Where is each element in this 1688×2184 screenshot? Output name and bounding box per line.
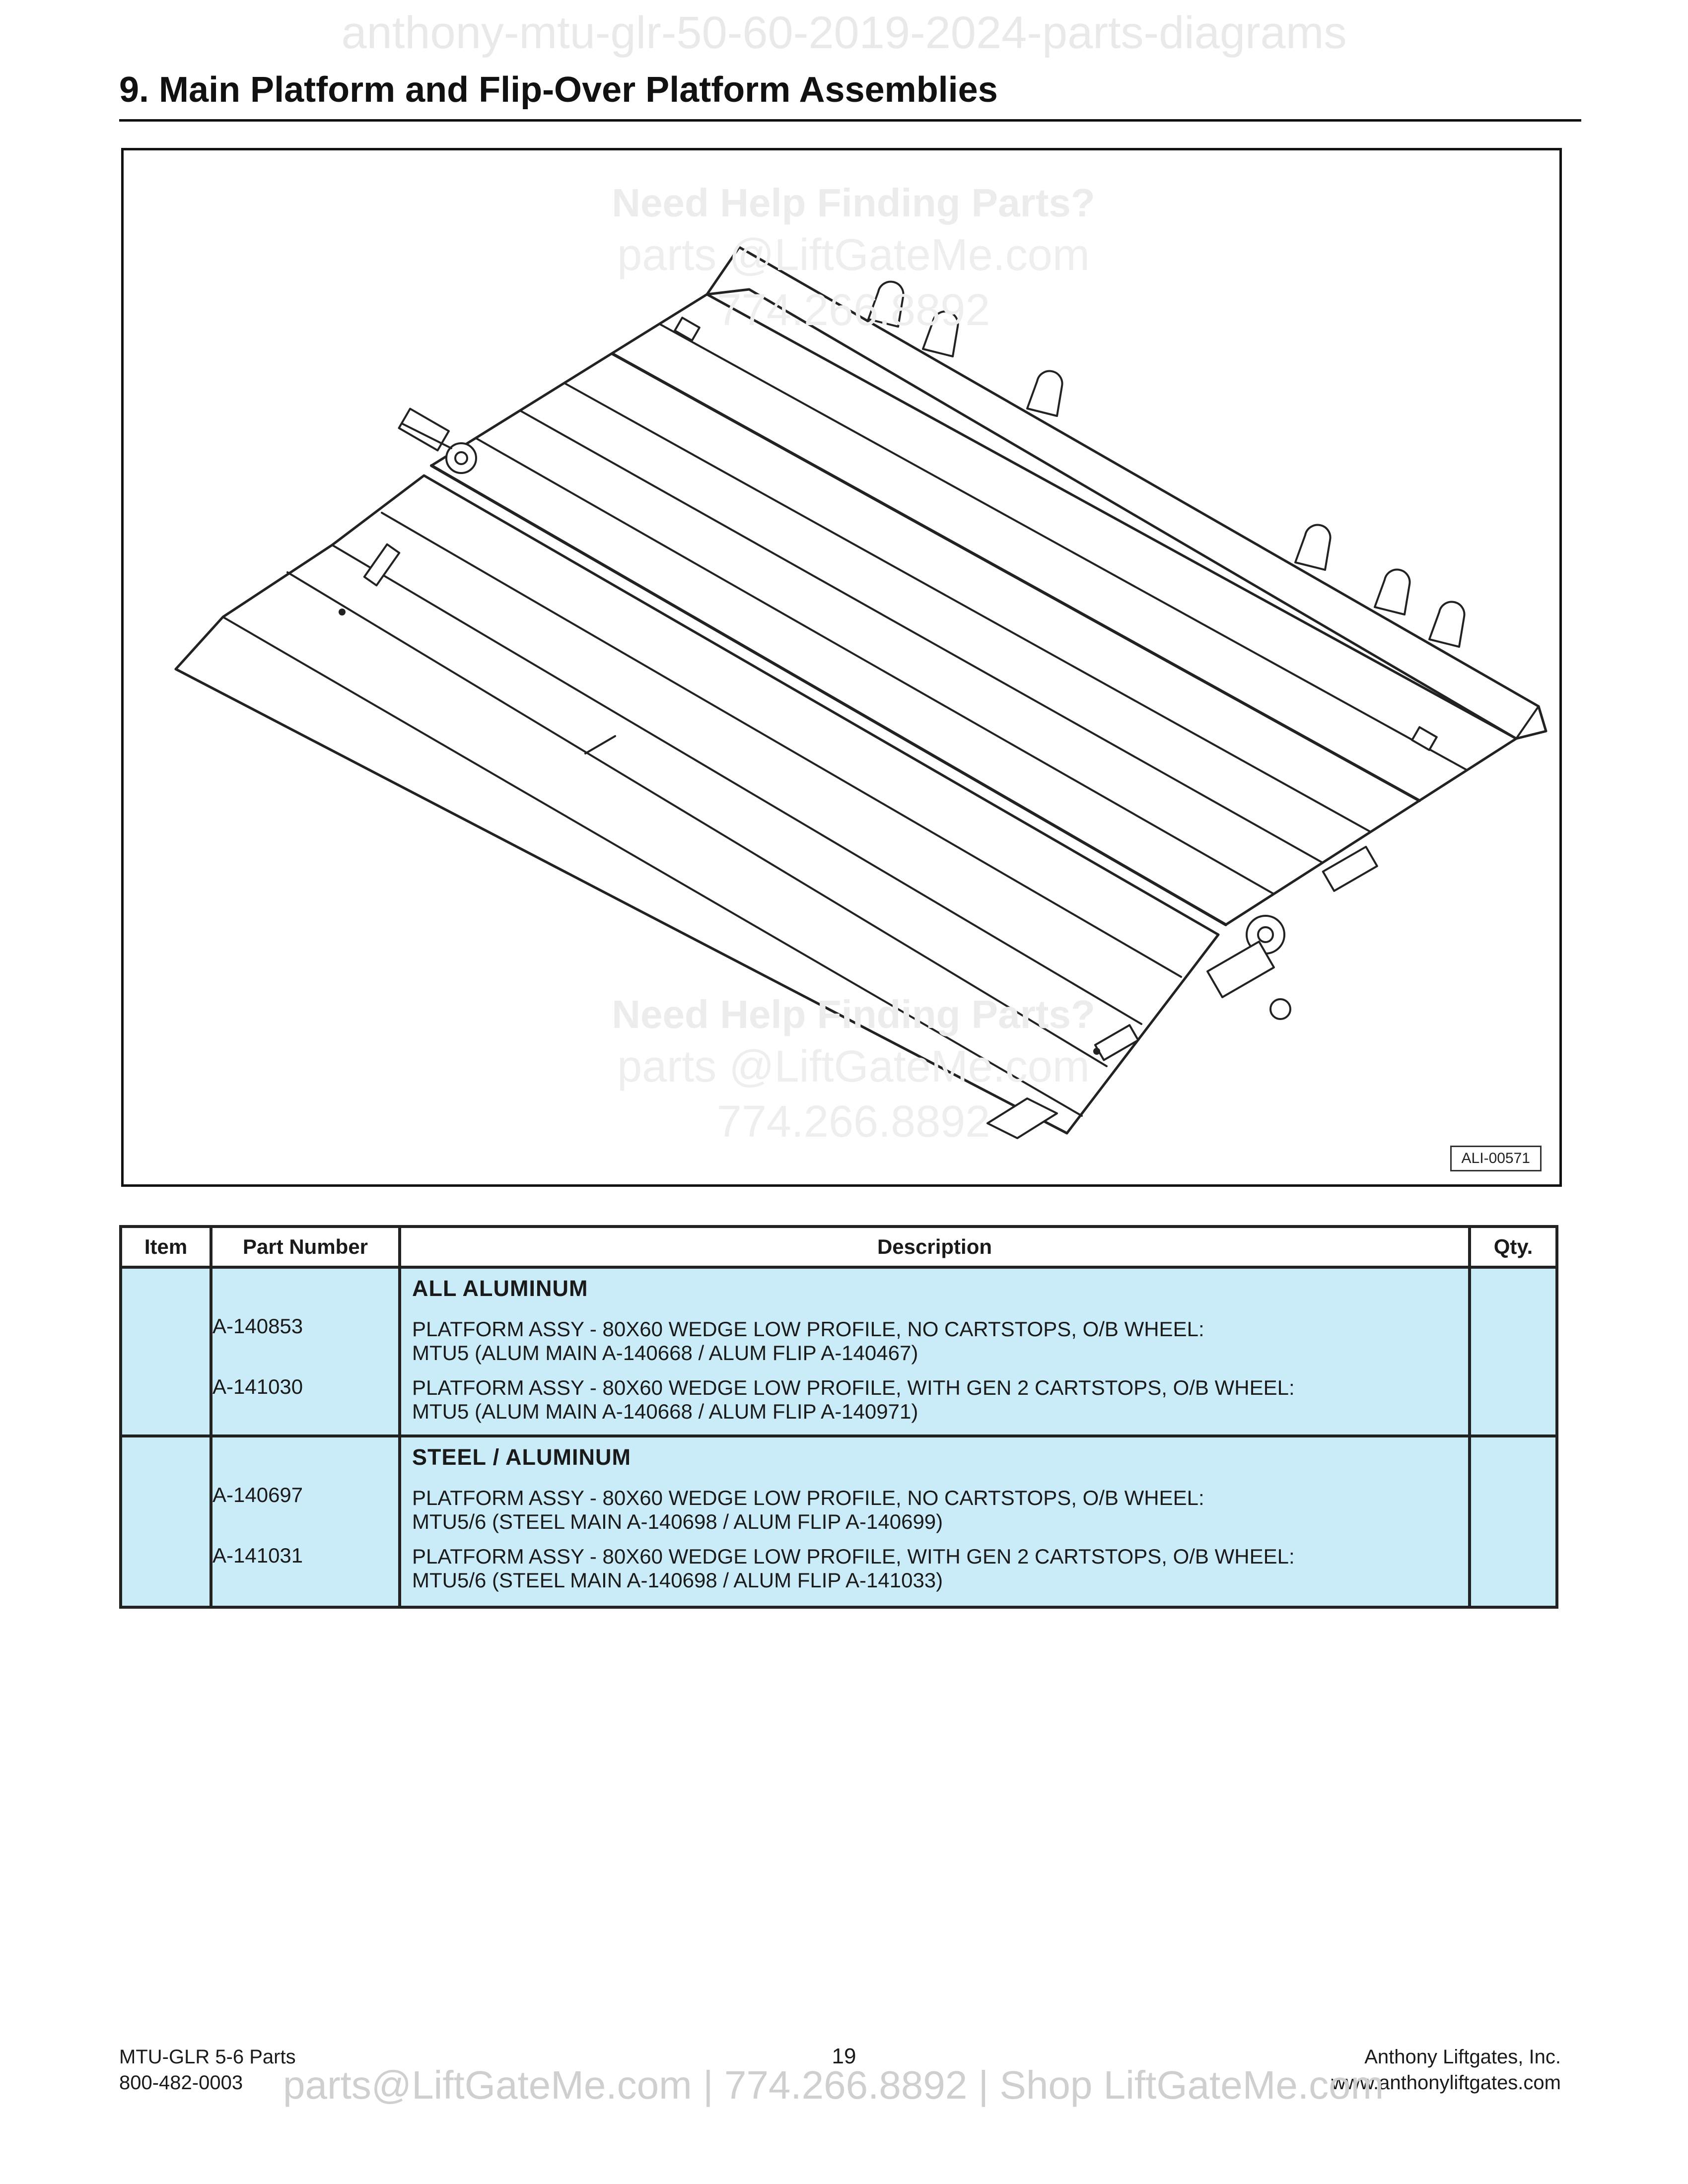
figure-id: ALI-00571 bbox=[1450, 1146, 1542, 1171]
footer-watermark: parts@LiftGateMe.com | 774.266.8892 | Shop LiftGateMe.com bbox=[283, 2063, 1384, 2107]
description-line: MTU5 (ALUM MAIN A-140668 / ALUM FLIP A-140467) bbox=[412, 1341, 918, 1365]
page-number: 19 bbox=[832, 2044, 856, 2068]
footer-left bbox=[119, 2044, 296, 2096]
qty-cell bbox=[1470, 1436, 1557, 1607]
group-heading: ALL ALUMINUM bbox=[412, 1276, 588, 1301]
group-heading: STEEL / ALUMINUM bbox=[412, 1444, 631, 1470]
platform-diagram bbox=[121, 148, 1562, 1187]
watermark-email-bottom: parts @LiftGateMe.com bbox=[617, 1042, 1090, 1092]
watermark-help-bottom: Need Help Finding Parts? bbox=[612, 992, 1095, 1036]
header-part-number: Part Number bbox=[211, 1227, 400, 1267]
footer-company: Anthony Liftgates, Inc. bbox=[1364, 2046, 1561, 2068]
footer-phone: 800-482-0003 bbox=[119, 2072, 243, 2094]
description-line: PLATFORM ASSY - 80X60 WEDGE LOW PROFILE, WITH GEN 2 CARTSTOPS, O/B WHEEL: bbox=[412, 1545, 1295, 1568]
description-line: MTU5 (ALUM MAIN A-140668 / ALUM FLIP A-140971) bbox=[412, 1400, 918, 1423]
description-entry bbox=[412, 1317, 1468, 1365]
description-entry bbox=[412, 1376, 1468, 1424]
part-number: A-140853 bbox=[212, 1314, 303, 1338]
description-line: PLATFORM ASSY - 80X60 WEDGE LOW PROFILE, WITH GEN 2 CARTSTOPS, O/B WHEEL: bbox=[412, 1376, 1295, 1399]
item-cell bbox=[121, 1267, 211, 1436]
part-number: A-140697 bbox=[212, 1483, 303, 1506]
footer-website[interactable]: www.anthonyliftgates.com bbox=[1331, 2072, 1561, 2094]
section-title: 9. Main Platform and Flip-Over Platform Assemblies bbox=[119, 70, 998, 110]
watermark-top: anthony-mtu-glr-50-60-2019-2024-parts-diagrams bbox=[341, 7, 1347, 58]
description-cell bbox=[400, 1436, 1470, 1607]
parts-table bbox=[119, 1225, 1558, 1609]
qty-cell bbox=[1470, 1267, 1557, 1436]
description-entry bbox=[412, 1486, 1468, 1534]
description-line: PLATFORM ASSY - 80X60 WEDGE LOW PROFILE, NO CARTSTOPS, O/B WHEEL: bbox=[412, 1317, 1204, 1341]
description-line: PLATFORM ASSY - 80X60 WEDGE LOW PROFILE, NO CARTSTOPS, O/B WHEEL: bbox=[412, 1486, 1204, 1509]
table-row bbox=[121, 1436, 1557, 1607]
description-cell bbox=[400, 1267, 1470, 1436]
part-number-cell bbox=[211, 1267, 400, 1436]
diagram-watermark-top bbox=[506, 180, 1201, 336]
part-number-cell bbox=[211, 1436, 400, 1607]
title-rule bbox=[119, 119, 1581, 122]
part-number: A-141030 bbox=[212, 1375, 303, 1398]
header-item: Item bbox=[121, 1227, 211, 1267]
description-line: MTU5/6 (STEEL MAIN A-140698 / ALUM FLIP A-140699) bbox=[412, 1510, 943, 1533]
watermark-phone-top: 774.266.8892 bbox=[716, 285, 990, 335]
header-description: Description bbox=[400, 1227, 1470, 1267]
header-qty: Qty. bbox=[1470, 1227, 1557, 1267]
watermark-help-top: Need Help Finding Parts? bbox=[612, 181, 1095, 225]
watermark-email-top: parts @LiftGateMe.com bbox=[617, 230, 1090, 280]
description-line: MTU5/6 (STEEL MAIN A-140698 / ALUM FLIP A-141033) bbox=[412, 1569, 943, 1592]
description-entry bbox=[412, 1545, 1468, 1592]
table-row bbox=[121, 1267, 1557, 1436]
watermark-phone-bottom: 774.266.8892 bbox=[716, 1097, 990, 1147]
part-number: A-141031 bbox=[212, 1544, 303, 1567]
footer-doc-title: MTU-GLR 5-6 Parts bbox=[119, 2046, 296, 2068]
diagram-watermark-bottom bbox=[506, 992, 1201, 1148]
table-header-row bbox=[121, 1227, 1557, 1267]
item-cell bbox=[121, 1436, 211, 1607]
